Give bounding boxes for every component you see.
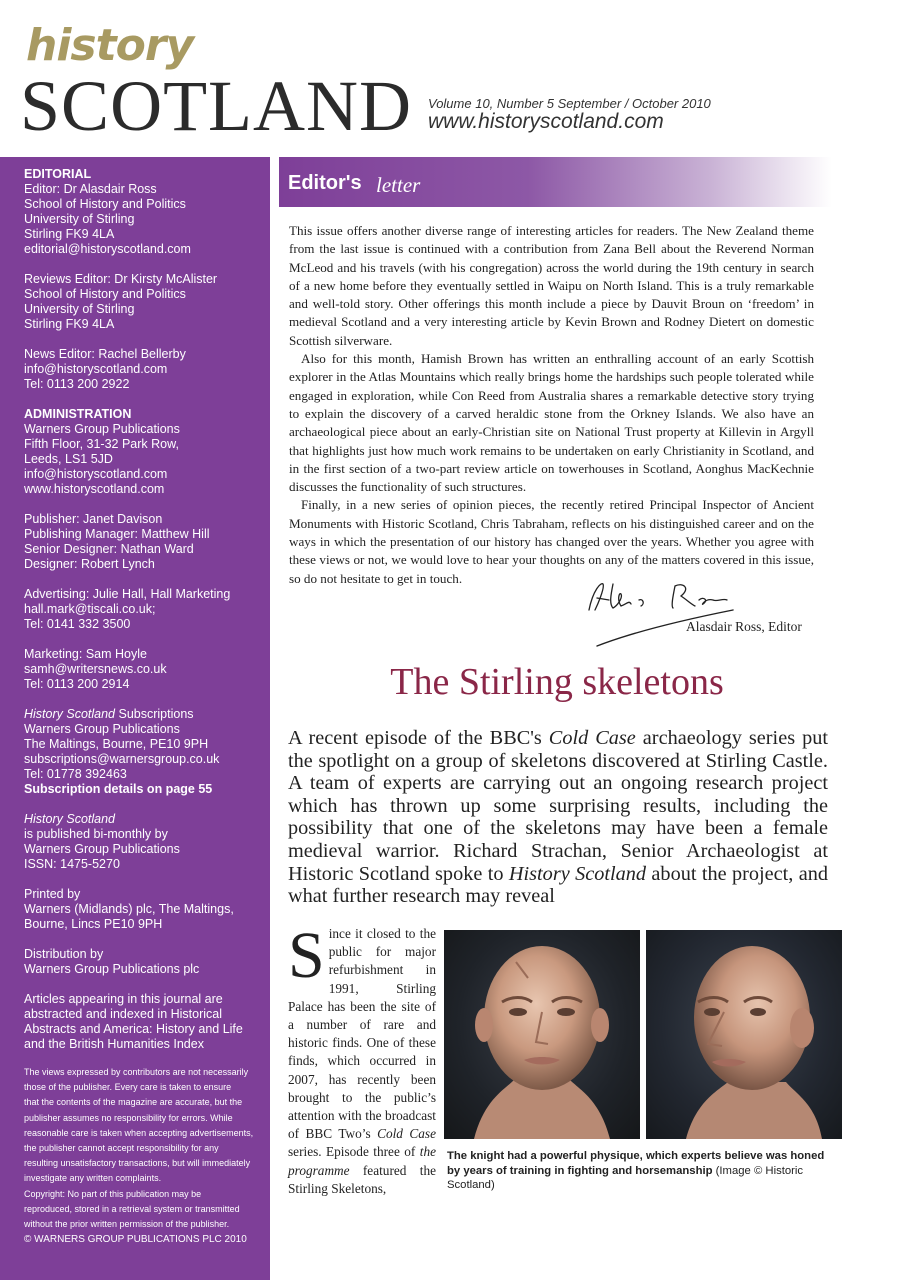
copyright-line: Copyright: No part of this publication may be [24, 1188, 202, 1199]
reviews-line: Stirling FK9 4LA [24, 317, 115, 331]
disclaimer-line: reasonable care is taken when accepting advertisements, [24, 1127, 254, 1138]
admin-email[interactable]: info@historyscotland.com [24, 467, 168, 481]
editors-letter-paragraph: This issue offers another diverse range of interesting articles for readers. The New Zealand theme from the last issue is continued with a contribution from Zana Bell about the Reverend Norman McLeod and his travels (with his congregation) across the world during the 19th century in search of a new home before they eventually settled in Waipu on North Island. This is a truly remarkable and well-told story. Other offerings this month include a piece by Dauvit Broun on ‘freedom’ in medieval Scotland and a very interesting article by Kevin Brown and Rodney Dietert on domestic Scottish silverware. [289, 223, 814, 348]
intro-text: about the project, and what further research may reveal [288, 862, 829, 908]
abstracted-line: and the British Humanities Index [24, 1037, 204, 1051]
body-italic: Cold Case [377, 1126, 436, 1142]
knight-face-photo-profile [646, 930, 842, 1139]
editorial-email[interactable]: editorial@historyscotland.com [24, 242, 191, 256]
copyright-line: without the prior written permission of the publisher. [24, 1219, 230, 1230]
sidebar-marketing [24, 647, 260, 692]
editors-letter-banner [279, 157, 832, 207]
disclaimer-line: publisher assumes no responsibility for errors. While [24, 1112, 233, 1123]
sidebar-staff [24, 512, 260, 572]
subscriptions-line: Tel: 01778 392463 [24, 767, 127, 781]
published-line: is published bi-monthly by [24, 827, 168, 841]
signature-name: Alasdair Ross, Editor [686, 619, 802, 634]
subscriptions-line: Warners Group Publications [24, 722, 180, 736]
article-title: The Stirling skeletons [390, 661, 724, 703]
advertising-line: Tel: 0141 332 3500 [24, 617, 131, 631]
published-title-italic: History Scotland [24, 812, 116, 826]
editorial-line: Editor: Dr Alasdair Ross [24, 182, 157, 196]
editorial-line: Stirling FK9 4LA [24, 227, 115, 241]
news-line: Tel: 0113 200 2922 [24, 377, 130, 391]
reviews-line: Reviews Editor: Dr Kirsty McAlister [24, 272, 218, 286]
subscriptions-title-rest: Subscriptions [115, 707, 194, 721]
photo-caption [447, 1149, 832, 1193]
printed-line: Printed by [24, 887, 81, 901]
abstracted-line: Abstracts and America: History and Life [24, 1022, 243, 1036]
admin-line: Fifth Floor, 31-32 Park Row, [24, 437, 179, 451]
body-italic: the programme [288, 1144, 436, 1178]
sidebar-distribution [24, 947, 260, 977]
abstracted-line: abstracted and indexed in Historical [24, 1007, 223, 1021]
body-text: ince it closed to the public for major refurbishment in 1991, Stirling Palace has been the site of a number of rare and historic finds. One of these finds, which occurred in 2007, has recently been brought to the public’s attention with the broadcast of BBC Two’s [288, 926, 436, 1142]
published-line: ISSN: 1475-5270 [24, 857, 120, 871]
marketing-line: Tel: 0113 200 2914 [24, 677, 130, 691]
disclaimer-line: those of the publisher. Every care is taken to ensure [24, 1082, 232, 1093]
subscriptions-title-italic: History Scotland [24, 707, 116, 721]
masthead-history: history [26, 20, 194, 71]
editor-signature [583, 570, 743, 650]
sidebar-disclaimer [24, 1065, 260, 1247]
staff-line: Senior Designer: Nathan Ward [24, 542, 194, 556]
article-body [288, 919, 436, 1198]
editors-letter-paragraph: Also for this month, Hamish Brown has written an enthralling account of an early Scottish explorer in the Atlas Mountains which really brings home the hardships such people tolerated while engaged in exploration, while Con Reed from Australia shares a remarkable detective story trying to explain the discovery of a carved heraldic stone from the Orkney Islands. We also have an archaeological piece about an early-Christian site on National Trust property at Killevin in Argyll that highlights just how much work remains to be undertaken on early Christianity in Scotland, and in the first section of a two-part review article on towerhouses in Scotland, Aonghus MacKechnie discusses the functionality of such structures. [289, 351, 814, 495]
staff-line: Publishing Manager: Matthew Hill [24, 527, 210, 541]
advertising-email[interactable]: hall.mark@tiscali.co.uk; [24, 602, 156, 616]
editorial-line: University of Stirling [24, 212, 135, 226]
sidebar-abstracted [24, 992, 260, 1052]
subscriptions-email[interactable]: subscriptions@warnersgroup.co.uk [24, 752, 220, 766]
intro-italic: History Scotland [508, 862, 647, 885]
editors-letter-paragraph: Finally, in a new series of opinion pieces, the recently retired Principal Inspector of Ancient Monuments with Historic Scotland, Chris Tabraham, reflects on his distinguished career and on the ways in which the presentation of our history has changed over the years. Whether you agree with these views or not, we would love to hear your thoughts on any of the matters covered in this issue, so do not hesitate to get in touch. [289, 497, 814, 586]
administration-heading: ADMINISTRATION [24, 407, 132, 421]
staff-line: Publisher: Janet Davison [24, 512, 163, 526]
advertising-line: Advertising: Julie Hall, Hall Marketing [24, 587, 231, 601]
drop-cap: S [288, 919, 325, 992]
disclaimer-line: that the contents of the magazine are accurate, but the [24, 1097, 243, 1108]
disclaimer-line: investigate any written complaints. [24, 1173, 162, 1184]
sidebar [0, 157, 270, 1280]
printed-line: Warners (Midlands) plc, The Maltings, [24, 902, 234, 916]
body-text: featured the Stirling Skeletons, [288, 1162, 436, 1196]
sidebar-printed [24, 887, 260, 932]
sidebar-subscriptions [24, 707, 260, 797]
copyright-line: reproduced, stored in a retrieval system or transmitted [24, 1203, 240, 1214]
admin-line: Leeds, LS1 5JD [24, 452, 113, 466]
editorial-heading: EDITORIAL [24, 167, 92, 181]
editors-letter-heading-italic: letter [376, 173, 421, 197]
intro-text: archaeology series put the spotlight on a group of skeletons discovered at Stirling Castle. A team of experts are carrying out an ongoing research project which has thrown up some surprising results, including the possibility that one of the skeletons may have been a female medieval warrior. Richard Strachan, Senior Archaeologist at Historic Scotland spoke to [288, 727, 828, 885]
intro-italic: Cold Case [548, 727, 636, 749]
distribution-line: Warners Group Publications plc [24, 962, 200, 976]
sidebar-administration [24, 407, 260, 497]
website-url[interactable]: www.historyscotland.com [428, 110, 664, 133]
issue-info: Volume 10, Number 5 September / October 2010 [428, 96, 711, 111]
knight-face-photo-front [444, 930, 640, 1139]
staff-line: Designer: Robert Lynch [24, 557, 155, 571]
sidebar-published [24, 812, 260, 872]
reviews-line: University of Stirling [24, 302, 135, 316]
admin-website[interactable]: www.historyscotland.com [24, 482, 165, 496]
sidebar-news [24, 347, 260, 392]
distribution-line: Distribution by [24, 947, 104, 961]
news-line: News Editor: Rachel Bellerby [24, 347, 186, 361]
subscription-details: Subscription details on page 55 [24, 782, 213, 796]
disclaimer-line: the publisher cannot accept responsibility for any [24, 1143, 219, 1154]
admin-line: Warners Group Publications [24, 422, 180, 436]
reviews-line: School of History and Politics [24, 287, 186, 301]
sidebar-reviews [24, 272, 260, 332]
marketing-email[interactable]: samh@writersnews.co.uk [24, 662, 167, 676]
sidebar-editorial [24, 167, 260, 257]
printed-line: Bourne, Lincs PE10 9PH [24, 917, 163, 931]
caption-bold: The knight had a powerful physique, which experts believe was honed by years of training in fighting and horsemanship [447, 1150, 825, 1177]
news-email[interactable]: info@historyscotland.com [24, 362, 168, 376]
intro-text: A recent episode of the BBC's [288, 727, 549, 749]
editors-letter-heading: Editor's [288, 172, 362, 194]
editors-letter-body [289, 222, 814, 588]
body-text: series. Episode three of [288, 1144, 420, 1160]
subscriptions-title [24, 707, 260, 722]
disclaimer-line: The views expressed by contributors are not necessarily [24, 1067, 249, 1077]
disclaimer-line: resulting unsatisfactory transactions, but will immediately [24, 1158, 251, 1169]
published-title [24, 812, 260, 827]
abstracted-line: Articles appearing in this journal are [24, 992, 223, 1006]
marketing-line: Marketing: Sam Hoyle [24, 647, 147, 661]
subscriptions-line: The Maltings, Bourne, PE10 9PH [24, 737, 209, 751]
copyright-notice: © WARNERS GROUP PUBLICATIONS PLC 2010 [24, 1234, 247, 1246]
masthead-scotland: SCOTLAND [20, 66, 413, 146]
article-intro [288, 727, 828, 908]
published-line: Warners Group Publications [24, 842, 180, 856]
sidebar-advertising [24, 587, 260, 632]
caption-credit: (Image © Historic Scotland) [447, 1164, 804, 1191]
editorial-line: School of History and Politics [24, 197, 186, 211]
